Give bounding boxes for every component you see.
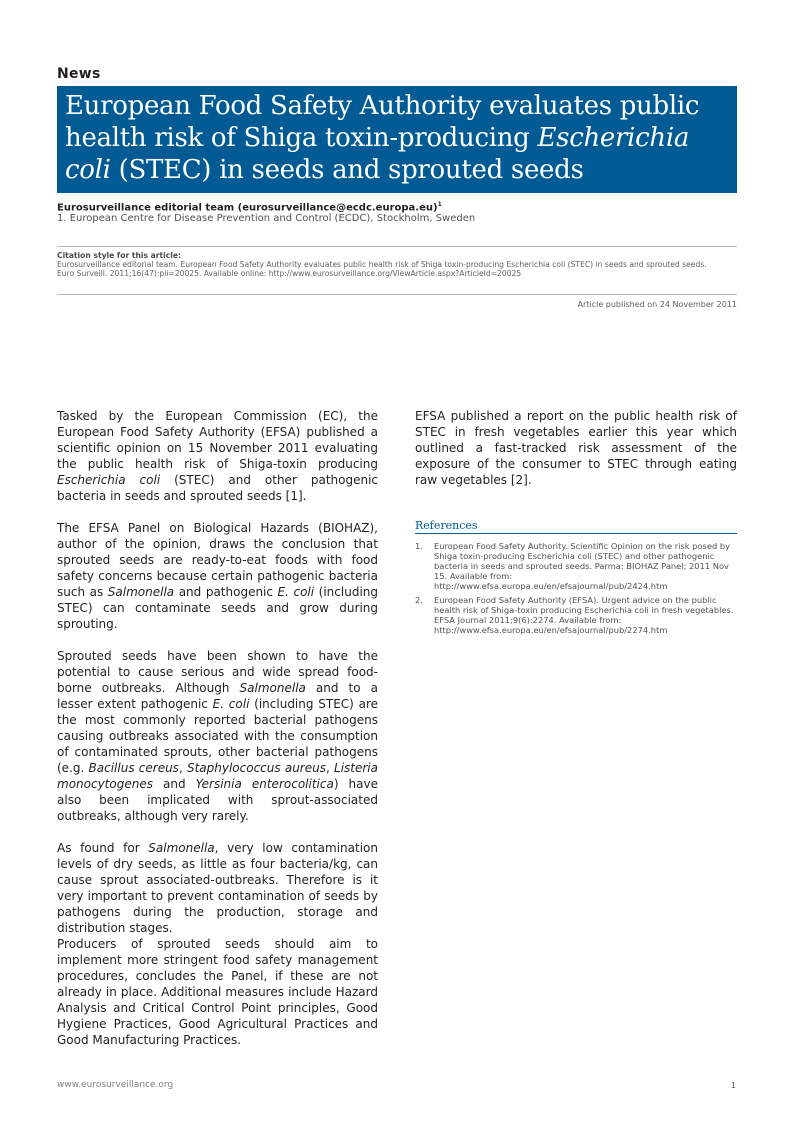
citation-line: Euro Surveill. 2011;16(47):pii=20025. Available online: http://www.eurosurveillance.org/ViewArticle.aspx?ArticleId=20025 bbox=[57, 269, 522, 278]
section-label: News bbox=[57, 66, 101, 82]
left-column bbox=[57, 408, 378, 1048]
citation-block bbox=[57, 251, 737, 278]
page-number: 1 bbox=[730, 1081, 736, 1090]
references-heading: References bbox=[415, 519, 478, 532]
citation-heading: Citation style for this article: bbox=[57, 251, 182, 260]
references-list bbox=[415, 541, 737, 639]
right-column bbox=[415, 408, 737, 504]
paragraph: Sprouted seeds have been shown to have the potential to cause serious and wide spread food-borne outbreaks. Although Salmonella and to a lesser extent pathogenic E. coli (including STEC) are the most commonly reported bacterial pathogens causing outbreaks associated with the consumption of contaminated sprouts, other bacterial pathogens (e.g. Bacillus cereus, Staphylococcus aureus, Listeria monocytogenes and Yersinia enterocolitica) have also been implicated with sprout-associated outbreaks, although very rarely. bbox=[57, 649, 379, 823]
paragraph: The EFSA Panel on Biological Hazards (BIOHAZ), author of the opinion, draws the conclusion that sprouted seeds are ready-to-eat foods with food safety concerns because certain pathogenic bacteria such as Salmonella and pathogenic E. coli (including STEC) can contaminate seeds and grow during sprouting. bbox=[57, 521, 378, 631]
paragraph: As found for Salmonella, very low contamination levels of dry seeds, as little as four bacteria/kg, can cause sprout associated-outbreaks. Therefore is it very important to prevent contamination of seeds by pathogens during the production, storage and distribution stages. bbox=[57, 841, 378, 935]
reference-item: 2. European Food Safety Authority (EFSA). Urgent advice on the public health risk of Shiga-toxin producing Escherichia coli in fresh vegetables. EFSA Journal 2011;9(6):2274. Available from: http://www.efsa.europa.eu/en/efsajournal/pub/2274.htm bbox=[415, 595, 734, 635]
divider bbox=[57, 294, 737, 295]
paragraph: Producers of sprouted seeds should aim to implement more stringent food safety management procedures, concludes the Panel, if these are not already in place. Additional measures include Hazard Analysis and Critical Control Point principles, Good Hygiene Practices, Good Agricultural Practices and Good Manufacturing Practices. bbox=[57, 937, 378, 1047]
author-line: Eurosurveillance editorial team (eurosurveillance@ecdc.europa.eu)$^1$ bbox=[57, 201, 442, 214]
paragraph: EFSA published a report on the public health risk of STEC in fresh vegetables earlier this year which outlined a fast-tracked risk assessment of the exposure of the consumer to STEC through eating raw vegetables [2]. bbox=[415, 409, 737, 487]
footer-url: www.eurosurveillance.org bbox=[57, 1080, 174, 1090]
affiliation: 1. European Centre for Disease Prevention and Control (ECDC), Stockholm, Sweden bbox=[57, 213, 476, 224]
publication-date: Article published on 24 November 2011 bbox=[577, 300, 737, 309]
divider bbox=[57, 246, 737, 247]
reference-item: 1. European Food Safety Authority. Scientific Opinion on the risk posed by Shiga toxin-producing Escherichia coli (STEC) and other pathogenic bacteria in seeds and sprouted seeds. Parma: BIOHAZ Panel; 2011 Nov 15. Available from: http://www.efsa.europa.eu/en/efsajournal/pub/2424.htm bbox=[415, 541, 731, 591]
references-divider bbox=[415, 533, 737, 534]
citation-line: Eurosurveillance editorial team. European Food Safety Authority evaluates public health risk of Shiga toxin-producing Escherichia coli (STEC) in seeds and sprouted seeds. bbox=[57, 260, 707, 269]
paragraph: Tasked by the European Commission (EC), the European Food Safety Authority (EFSA) published a scientific opinion on 15 November 2011 evaluating the public health risk of Shiga-toxin producing Escherichia coli (STEC) and other pathogenic bacteria in seeds and sprouted seeds [1]. bbox=[57, 409, 379, 503]
title-banner bbox=[57, 86, 737, 193]
article-title: European Food Safety Authority evaluates public health risk of Shiga toxin-producing Escherichia coli (STEC) in seeds and sprouted seeds bbox=[65, 91, 700, 185]
